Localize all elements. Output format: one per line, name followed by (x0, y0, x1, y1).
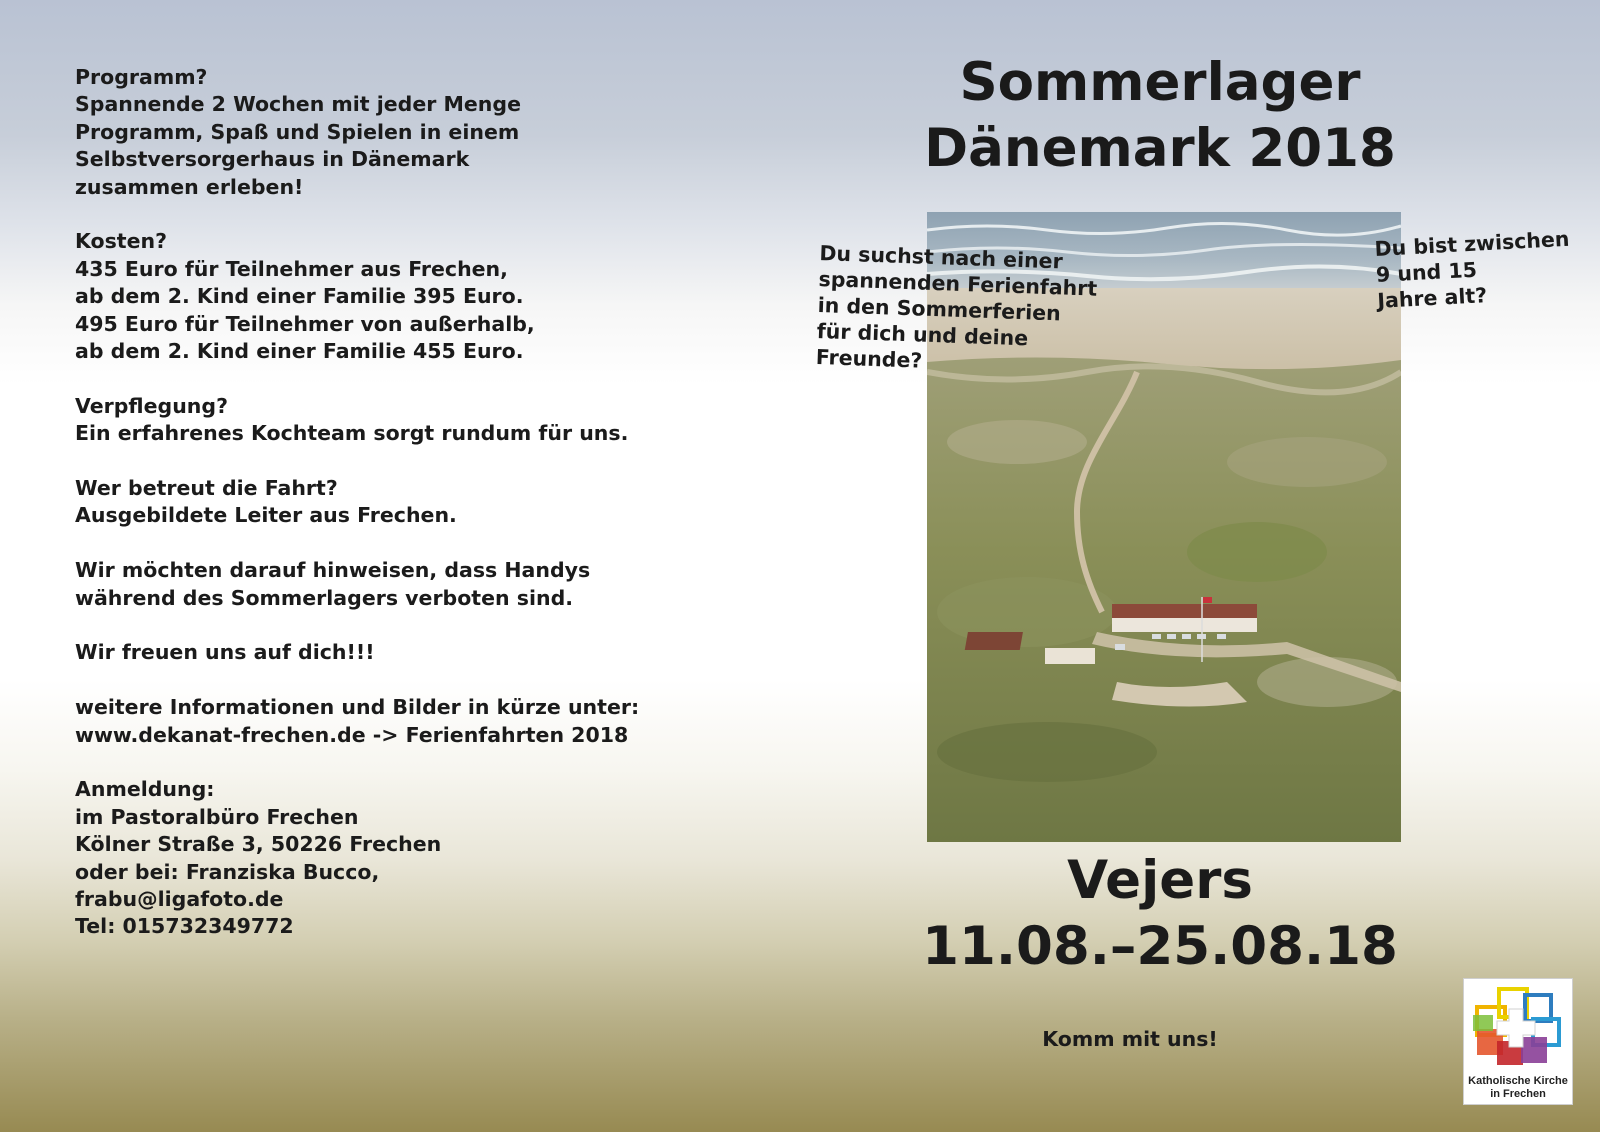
info-supervision: Wer betreut die Fahrt? Ausgebildete Leiter aus Frechen. (75, 476, 457, 528)
call-to-action: Komm mit uns! (1042, 1027, 1218, 1051)
info-website: weitere Informationen und Bilder in kürze unter: www.dekanat-frechen.de -> Ferienfahrten 2018 (75, 695, 640, 747)
info-column (75, 64, 715, 968)
church-logo (1463, 978, 1573, 1105)
trip-dates: 11.08.–25.08.18 (922, 916, 1398, 977)
info-catering: Verpflegung? Ein erfahrenes Kochteam sorgt rundum für uns. (75, 393, 629, 446)
question-bubble-age: Du bist zwischen 9 und 15 Jahre alt? (1374, 226, 1570, 313)
cross-squares-icon (1469, 985, 1567, 1069)
info-costs: Kosten? 435 Euro für Teilnehmer aus Frechen, ab dem 2. Kind einer Familie 395 Euro. 495 Euro für Teilnehmer von außerhalb, ab dem 2. Kind einer Familie 455 Euro. (75, 229, 535, 364)
title-line-1: Sommerlager (959, 52, 1361, 113)
logo-text: Katholische Kirche in Frechen (1468, 1075, 1568, 1100)
info-phones: Wir möchten darauf hinweisen, dass Handys während des Sommerlagers verboten sind. (75, 558, 591, 610)
info-registration: Anmeldung: im Pastoralbüro Frechen Kölner Straße 3, 50226 Frechen oder bei: Franziska Bucco, frabu@ligafoto.de Tel: 015732349772 (75, 777, 442, 939)
info-program: Programm? Spannende 2 Wochen mit jeder Menge Programm, Spaß und Spielen in einem Selbstversorgerhaus in Dänemark zusammen erleben! (75, 65, 521, 199)
question-bubble-vacation: Du suchst nach einer spannenden Ferienfahrt in den Sommerferien für dich und deine Freunde? (815, 240, 1098, 373)
title-line-2: Dänemark 2018 (924, 118, 1396, 179)
info-greeting: Wir freuen uns auf dich!!! (75, 640, 375, 665)
location-name: Vejers (1067, 850, 1253, 911)
page-title (880, 50, 1440, 182)
location-and-dates (880, 848, 1440, 980)
